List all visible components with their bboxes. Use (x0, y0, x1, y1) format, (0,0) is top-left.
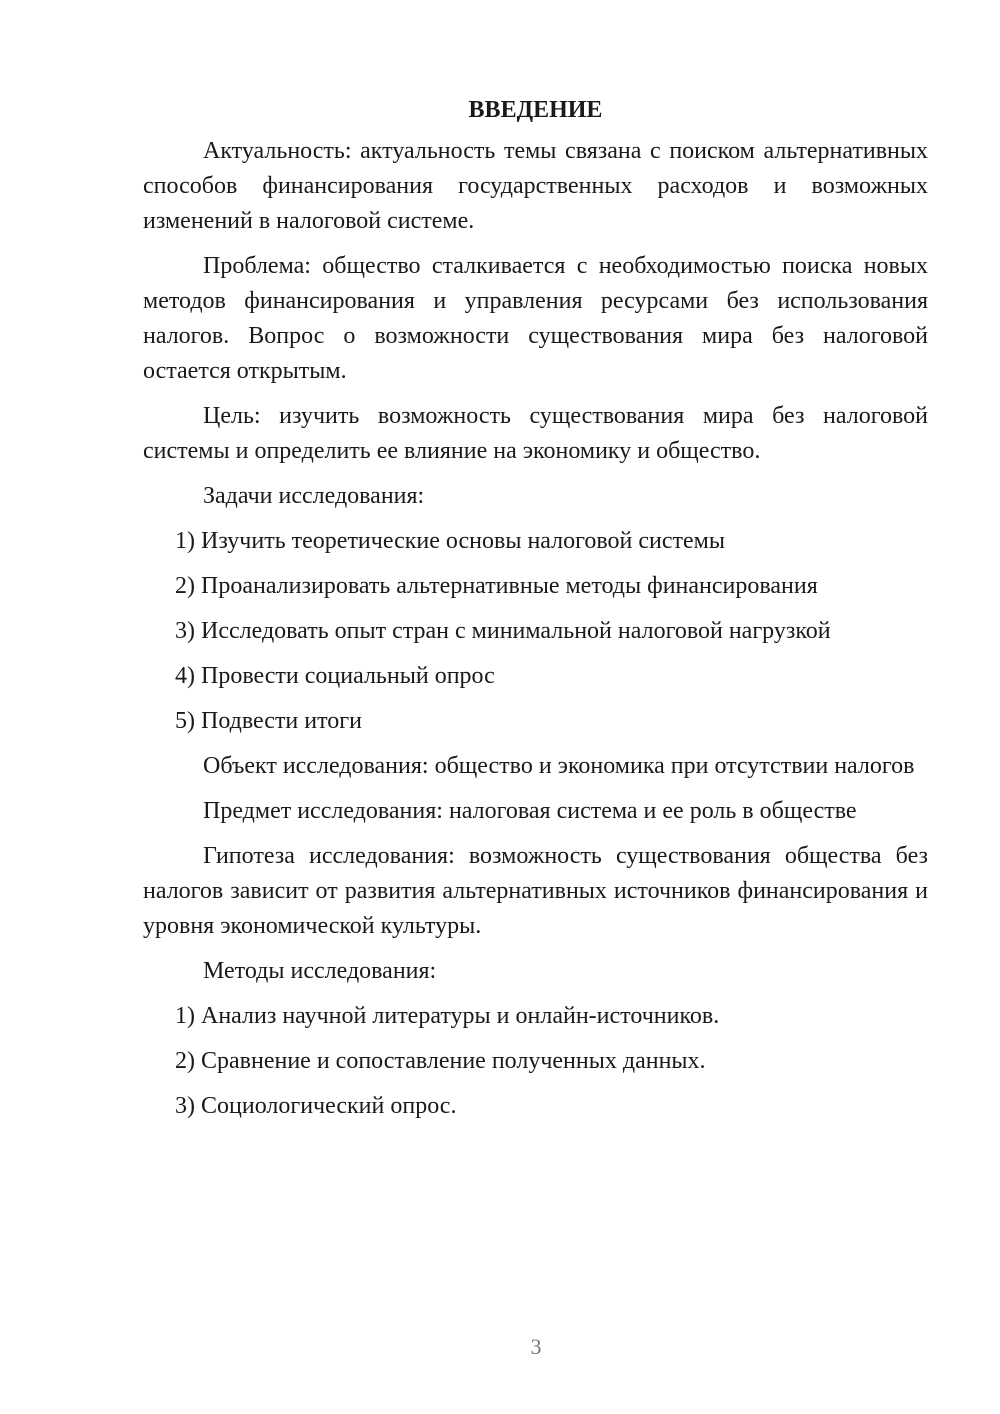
tasks-list (143, 524, 928, 739)
paragraph-problem: Проблема: общество сталкивается с необходимостью поиска новых методов финансирования и управления ресурсами без использования налогов. Вопрос о возможности существования мира без налоговой остается открытым. (143, 253, 928, 384)
paragraph-object: Объект исследования: общество и экономика при отсутствии налогов (203, 753, 915, 779)
paragraph-subject: Предмет исследования: налоговая система и ее роль в обществе (203, 798, 857, 824)
section-title: ВВЕДЕНИЕ (468, 97, 603, 123)
tasks-heading: Задачи исследования: (203, 483, 425, 509)
paragraph-goal: Цель: изучить возможность существования мира без налоговой системы и определить ее влияние на экономику и общество. (143, 403, 928, 464)
list-item: 3) Социологический опрос. (175, 1093, 457, 1119)
list-item: 3) Исследовать опыт стран с минимальной налоговой нагрузкой (175, 618, 831, 644)
methods-list (143, 999, 928, 1124)
list-item: 1) Анализ научной литературы и онлайн-источников. (175, 1003, 720, 1029)
page-number: 3 (530, 1334, 542, 1359)
list-item: 5) Подвести итоги (175, 708, 362, 734)
methods-heading: Методы исследования: (203, 958, 437, 984)
paragraph-hypothesis: Гипотеза исследования: возможность существования общества без налогов зависит от развития альтернативных источников финансирования и уровня экономической культуры. (143, 843, 928, 939)
page-content (143, 92, 928, 1134)
list-item: 2) Проанализировать альтернативные методы финансирования (175, 573, 818, 599)
list-item: 2) Сравнение и сопоставление полученных данных. (175, 1048, 706, 1074)
list-item: 1) Изучить теоретические основы налоговой системы (175, 528, 725, 554)
list-item: 4) Провести социальный опрос (175, 663, 495, 689)
paragraph-relevance: Актуальность: актуальность темы связана с поиском альтернативных способов финансирования государственных расходов и возможных изменений в налоговой системе. (143, 138, 928, 234)
